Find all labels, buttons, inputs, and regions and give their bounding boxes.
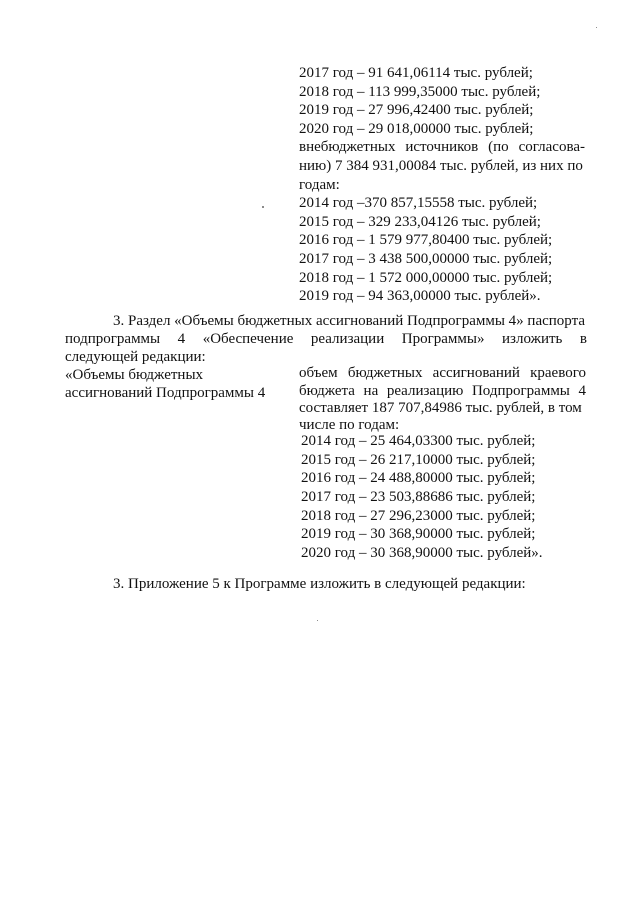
word: реализации: [310, 331, 385, 347]
funding-by-year-block: [299, 64, 585, 306]
year-line: 2020 год – 30 368,90000 тыс. рублей».: [301, 545, 543, 562]
word: источников: [405, 139, 479, 156]
word: (по: [488, 139, 509, 156]
extrabudget-line-2: нию) 7 384 931,00084 тыс. рублей, из них по: [299, 157, 583, 174]
word: подпрограммы: [65, 331, 161, 347]
year-line: 2016 год – 24 488,80000 тыс. рублей;: [301, 470, 536, 487]
word: в: [579, 331, 587, 347]
subprogram4-by-year-block: [301, 432, 543, 563]
right-col-line-2: [299, 382, 586, 400]
word: краевого: [530, 365, 586, 381]
word: бюджета: [299, 383, 355, 399]
word: Программы»: [401, 331, 485, 347]
year-line: 2018 год – 113 999,35000 тыс. рублей;: [299, 83, 541, 100]
right-col-line-4: числе по годам:: [299, 417, 400, 433]
word: ассигнований: [432, 365, 520, 381]
extrabudget-line-3: годам:: [299, 176, 340, 193]
section3-line-3: следующей редакции:: [65, 349, 206, 365]
left-col-line-1: «Объемы бюджетных: [65, 367, 204, 383]
year-line: 2019 год – 27 996,42400 тыс. рублей;: [299, 102, 534, 119]
year-line: 2014 год –370 857,15558 тыс. рублей;: [299, 195, 538, 212]
scan-speck: [596, 27, 597, 28]
word: на: [363, 383, 379, 399]
word: внебюджетных: [299, 139, 396, 156]
word: объем: [299, 365, 338, 381]
scan-speck: [262, 206, 264, 208]
word: реализацию: [386, 383, 464, 399]
right-col-line-1: [299, 364, 586, 382]
word: изложить: [502, 331, 563, 347]
right-col-line-3: составляет 187 707,84986 тыс. рублей, в том: [299, 400, 582, 416]
word: 4: [578, 383, 586, 399]
year-line: 2017 год – 3 438 500,00000 тыс. рублей;: [299, 250, 553, 267]
year-line: 2018 год – 1 572 000,00000 тыс. рублей;: [299, 269, 553, 286]
year-line: 2017 год – 23 503,88686 тыс. рублей;: [301, 489, 536, 506]
year-line: 2015 год – 329 233,04126 тыс. рублей;: [299, 213, 541, 230]
year-line: 2014 год – 25 464,03300 тыс. рублей;: [301, 433, 536, 449]
left-col-line-2: ассигнований Подпрограммы 4: [65, 385, 266, 401]
extrabudget-line-1: [299, 138, 585, 157]
section3-line-2: [65, 330, 587, 348]
word: согласова-: [518, 139, 585, 156]
year-line: 2016 год – 1 579 977,80400 тыс. рублей;: [299, 232, 553, 249]
year-line: 2020 год – 29 018,00000 тыс. рублей;: [299, 120, 534, 137]
word: Подпрограммы: [471, 383, 570, 399]
year-line: 2019 год – 94 363,00000 тыс. рублей».: [299, 288, 541, 305]
word: «Обеспечение: [202, 331, 294, 347]
year-line: 2015 год – 26 217,10000 тыс. рублей;: [301, 451, 536, 468]
section3-line-1: 3. Раздел «Объемы бюджетных ассигнований Подпрограммы 4» паспорта: [113, 313, 586, 329]
year-line: 2017 год – 91 641,06114 тыс. рублей;: [299, 65, 533, 81]
year-line: 2019 год – 30 368,90000 тыс. рублей;: [301, 526, 536, 543]
year-line: 2018 год – 27 296,23000 тыс. рублей;: [301, 507, 536, 524]
appendix-line: 3. Приложение 5 к Программе изложить в следующей редакции:: [113, 576, 526, 592]
word: 4: [177, 331, 186, 347]
word: бюджетных: [347, 365, 423, 381]
scan-speck: [317, 620, 318, 621]
